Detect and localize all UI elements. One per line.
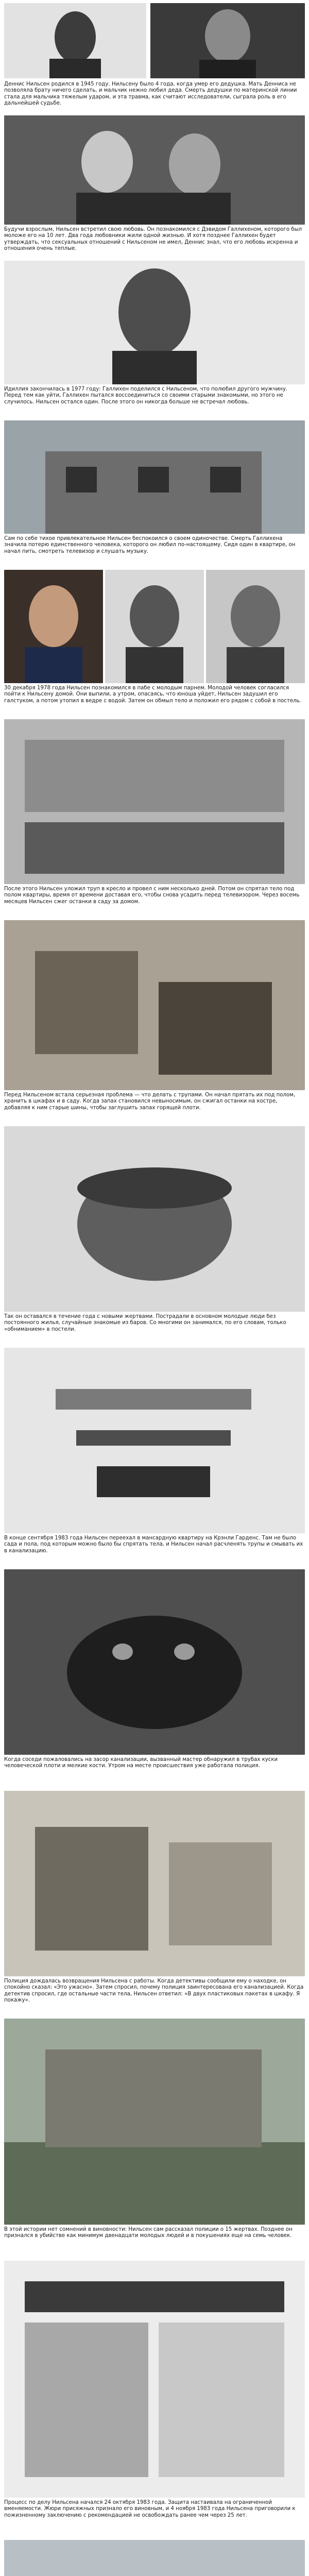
kitchen-room-photo — [4, 719, 305, 884]
paragraph: В этой истории нет сомнений в виновности: Нильсен сам рассказал полиции о 15 жертвах. Позднее он признался в убийстве как минимум двенадцати молодых людей и в покушениях еще на семь человек. — [4, 2227, 293, 2239]
text-block-6 — [4, 886, 305, 918]
text-block-12 — [4, 2227, 305, 2259]
paragraph: Будучи взрослым, Нильсен встретил свою любовь. Он познакомился с Дэвидом Галлихеном, которого был моложе его на 10 лет. Два года любовники жили одной жизнью. И хотя позднее Галлихен будет утверждать, что сексуальных отношений с Нильсеном не имел, Деннис знал, что его любовь искренна и отношения очень теплые. — [4, 227, 302, 252]
paragraph: Идиллия закончилась в 1977 году: Галлихен поделился с Нильсеном, что полюбил другого мужчину. Перед тем как уйти, Галлихен пытался воссоединиться со своими старыми знакомыми, но этого не случилось. Нильсен остался один. После этого он никогда больше не встречал любовь. — [4, 386, 288, 405]
paragraph: Сам по себе тихое привлекательное Нильсен беспокоился о своем одиночестве. Смерть Галлихена значила потерю единственного человека, которого он любил по-настоящему. Сидя один в квартире, он начал пить, смотреть телевизор и слушать музыку. — [4, 536, 296, 554]
text-block-13 — [4, 2500, 305, 2538]
garden-photo — [4, 2019, 305, 2225]
text-block-11 — [4, 1978, 305, 2016]
paragraph: После этого Нильсен уложил труп в кресло и провел с ним несколько дней. Потом он спрятал тело под полом квартиры, время от времени доставая его, чтобы снова усадить перед телевизором. Через восемь месяцев Нильсен сжег останки в саду за домом. — [4, 886, 300, 905]
text-block-7 — [4, 1092, 305, 1124]
paragraph: Перед Нильсеном встала серьезная проблема — что делать с трупами. Он начал прятать их под полом, хранить в шкафах и в саду. Когда запах становился невыносимым, он сжигал останки на костре, добавляя к ним старые шины, чтобы заглушить запах горящей плоти. — [4, 1092, 296, 1111]
paragraph: 30 декабря 1978 года Нильсен познакомился в пабе с молодым парнем. Молодой человек согласился пойти к Нильсену домой. Они выпили, а утром, опасаясь, что юноша уйдет, Нильсен задушил его галстуком, а потом утопил в ведре с водой. Затем он обмыл тело и положил его рядом с собой в постель. — [4, 685, 301, 704]
paragraph: Деннис Нильсен родился в 1945 году. Нильсену было 4 года, когда умер его дедушка. Мать Денниса не позволяла брату ничего сделать, и мальчик нежно любил деда. Смерть дедушки по материнской линии стала для мальчика тяжелым ударом, и эта травма, как считают исследователи, сыграла роль в его дальнейшей судьбе. — [4, 81, 297, 107]
text-block-4 — [4, 536, 305, 568]
portrait-young-man-photo — [4, 3, 146, 78]
pot-photo — [4, 1126, 305, 1312]
text-block-5 — [4, 685, 305, 717]
suspect-portrait-photo — [4, 261, 305, 384]
text-block-1 — [4, 81, 305, 113]
dog-photo — [4, 1569, 305, 1755]
paragraph: Процесс по делу Нильсена начался 24 октября 1983 года. Защита настаивала на ограниченной вменяемости. Жюри присяжных признало его виновным, и 4 ноября 1983 года Нильсена приговорили к пожизненному заключению с рекомендацией не освобождать ранее чем через 25 лет. — [4, 2500, 296, 2518]
text-block-2 — [4, 227, 305, 259]
paragraph: Полиция дождалась возвращения Нильсена с работы. Когда детективы сообщили ему о находке, он спокойно сказал: «Это ужасно». Затем спросил, почему полиция заинтересована его канализацией. Когда детектив спросил, где остальные части тела, Нильсен ответил: «В двух пластиковых пакетах в шкафу. Я покажу». — [4, 1978, 304, 2004]
room-interior-2-photo — [4, 1791, 305, 1976]
paragraph: Когда соседи пожаловались на засор канализации, вызванный мастер обнаружил в трубах куски человеческой плоти и мелкие кости. Утром на месте происшествия уже работала полиция. — [4, 1757, 278, 1769]
paragraph: Так он оставался в течение года с новыми жертвами. Пострадали в основном молодые люди без постоянного жилья, случайные знакомые из баров. Со многими он занимался, по его словам, только «обниманием» в постели. — [4, 1314, 286, 1332]
couple-photo — [4, 115, 305, 225]
text-block-8 — [4, 1314, 305, 1346]
text-block-10 — [4, 1757, 305, 1789]
text-block-3 — [4, 386, 305, 418]
room-interior-photo — [4, 920, 305, 1090]
house-street-photo — [4, 2540, 305, 2576]
house-exterior-photo — [4, 420, 305, 534]
newspaper-photo — [4, 2261, 305, 2498]
tools-photo — [4, 1348, 305, 1533]
text-block-9 — [4, 1535, 305, 1567]
portrait-young-man-2-photo — [150, 3, 305, 78]
paragraph: В конце сентября 1983 года Нильсен переехал в мансардную квартиру на Крэнли Гарденс. Там не было сада и пола, под которым можно было бы спрятать тела, и Нильсен начал расчленять трупы и смывать их в канализацию. — [4, 1535, 303, 1554]
victim-portrait-photo — [4, 570, 103, 683]
victim-portrait-3-photo — [206, 570, 305, 683]
victim-portrait-2-photo — [105, 570, 204, 683]
